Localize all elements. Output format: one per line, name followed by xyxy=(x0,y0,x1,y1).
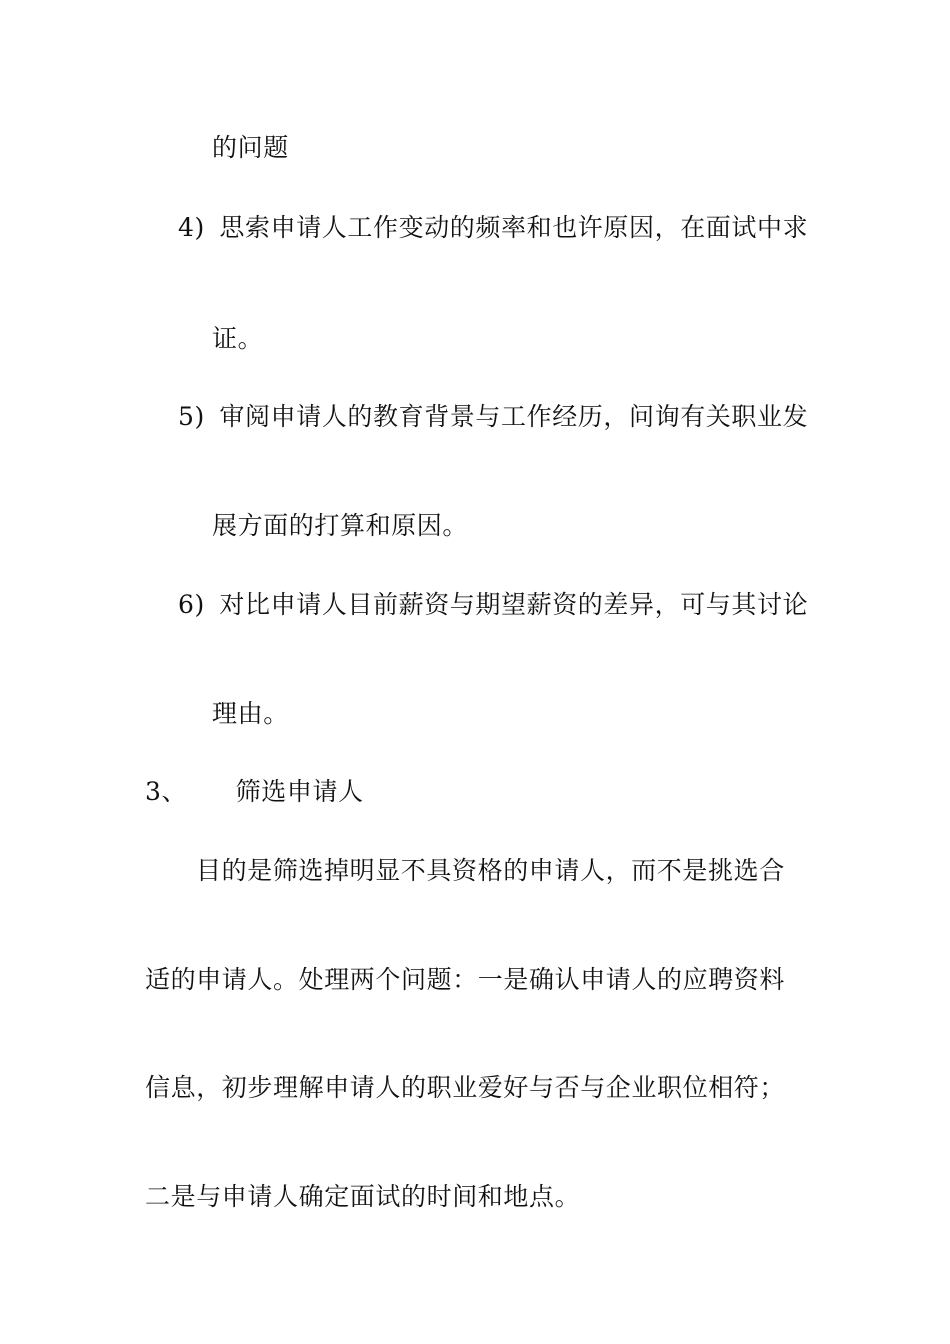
list-item-text: 思索申请人工作变动的频率和也许原因，在面试中求 xyxy=(219,213,809,242)
list-item-5 xyxy=(178,400,808,434)
list-item-5-continuation: 展方面的打算和原因。 xyxy=(212,511,469,540)
section-heading xyxy=(145,775,364,809)
list-item-6-continuation: 理由。 xyxy=(212,699,289,728)
paragraph-line-1: 目的是筛选掉明显不具资格的申请人，而不是挑选合 xyxy=(196,856,785,885)
list-item-number: 6) xyxy=(178,590,205,619)
continuation-text: 的问题 xyxy=(212,133,289,162)
list-item-number: 5) xyxy=(178,402,205,431)
paragraph-line-2: 适的申请人。处理两个问题：一是确认申请人的应聘资料 xyxy=(145,965,786,994)
paragraph-line-3: 信息，初步理解申请人的职业爱好与否与企业职位相符； xyxy=(145,1073,786,1102)
list-item-4-continuation: 证。 xyxy=(212,324,264,353)
list-item-6 xyxy=(178,588,808,622)
list-item-number: 4) xyxy=(178,213,205,242)
section-number: 3、 xyxy=(145,777,188,806)
list-item-text: 对比申请人目前薪资与期望薪资的差异，可与其讨论 xyxy=(219,590,809,619)
list-item-text: 审阅申请人的教育背景与工作经历，问询有关职业发 xyxy=(219,402,809,431)
paragraph-line-4: 二是与申请人确定面试的时间和地点。 xyxy=(145,1182,581,1211)
list-item-4 xyxy=(178,211,808,245)
section-title: 筛选申请人 xyxy=(235,777,364,806)
